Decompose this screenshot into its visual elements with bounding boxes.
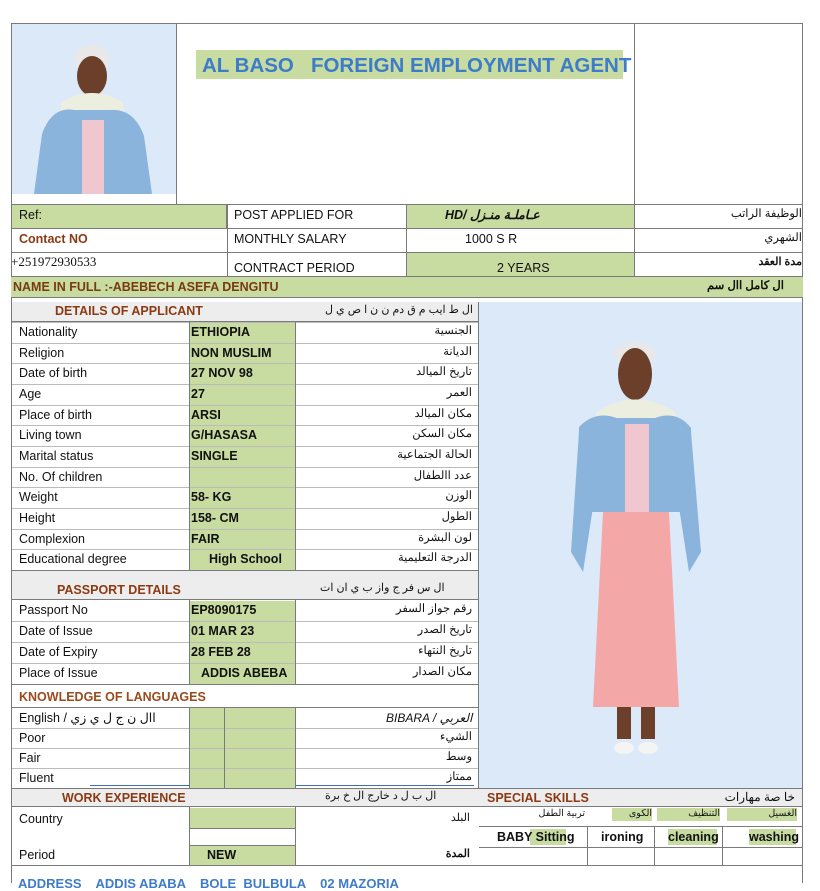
passport-row-label: Passport No [19, 603, 88, 617]
passport-row-value: ADDIS ABEBA [201, 666, 288, 680]
work-row-line-1 [190, 828, 295, 829]
post-applied-ar: الوظيفة الراتب [730, 208, 802, 220]
ref-cell [12, 205, 227, 228]
applicant-col-divider-2 [295, 322, 296, 570]
applicant-row-value: NON MUSLIM [191, 345, 272, 360]
table-right-edge [478, 302, 479, 788]
language-level-label: Fair [19, 751, 41, 765]
passport-row-ar: مكان الصدار [412, 666, 472, 678]
applicant-row-value: ARSI [191, 407, 221, 422]
applicant-photo-large [479, 302, 802, 788]
applicant-row-label: Complexion [19, 531, 86, 546]
work-bottom-line [12, 865, 802, 866]
salary-label: MONTHLY SALARY [234, 232, 347, 246]
salary-ar: الشهري [764, 232, 802, 244]
skills-heading: SPECIAL SKILLS [487, 791, 589, 805]
applicant-row-ar: العمر [446, 387, 472, 399]
skills-col-divider-3 [722, 826, 723, 865]
footer-address: ADDRESS ADDIS ABABA BOLE BULBULA 02 MAZORIA [18, 876, 399, 891]
applicant-photo-small [12, 24, 176, 194]
applicant-row-value: FAIR [191, 531, 220, 546]
fluent-underline-left [90, 785, 190, 786]
language-level-ar: الشيء [440, 731, 472, 743]
ref-label: Ref: [19, 208, 42, 222]
applicant-row-value: 158- CM [191, 511, 239, 526]
contact-label: Contact NO [19, 232, 88, 246]
applicant-col-divider-1 [189, 322, 190, 570]
passport-heading: PASSPORT DETAILS [57, 583, 181, 597]
work-col-divider-1 [189, 807, 190, 865]
contract-value: 2 YEARS [497, 261, 550, 275]
top-col-divider-1 [227, 205, 228, 276]
language-level-ar: ممتاز [446, 771, 472, 783]
applicant-row-ar: تاريخ الميالد [416, 366, 472, 379]
country-ar: البلد [450, 812, 470, 824]
applicant-row-label: Marital status [19, 449, 94, 464]
applicant-row-label: Educational degree [19, 552, 127, 567]
work-row-line-2 [190, 845, 295, 846]
country-label: Country [19, 812, 63, 826]
passport-row-label: Date of Expiry [19, 645, 98, 659]
skills-grid-line-1 [479, 826, 802, 827]
contract-label: CONTRACT PERIOD [234, 261, 355, 275]
work-heading: WORK EXPERIENCE [62, 791, 186, 805]
passport-row-value: 01 MAR 23 [191, 624, 255, 638]
language-level-label: Fluent [19, 771, 54, 785]
applicant-row-label: No. Of children [19, 469, 103, 484]
applicant-row-label: Height [19, 511, 56, 526]
passport-row-label: Place of Issue [19, 666, 98, 680]
header-divider-right [634, 24, 635, 204]
passport-row-value: 28 FEB 28 [191, 645, 251, 659]
lang-col-divider-2 [224, 708, 225, 788]
skills-col-divider-2 [654, 826, 655, 865]
passport-row-value: EP8090175 [191, 603, 257, 617]
applicant-row-label: Age [19, 387, 42, 401]
english-label: English / اال ن ج ل ي زي [19, 711, 156, 725]
applicant-value-cell [190, 468, 295, 488]
top-col-divider-3 [634, 205, 635, 276]
applicant-row-value: SINGLE [191, 449, 238, 464]
skill-ar-label: تربية الطفل [538, 808, 585, 819]
period-ar: المدة [445, 848, 470, 860]
work-heading-ar: ال ب ل د خارج ال خ برة [325, 790, 437, 802]
applicant-row-label: Living town [19, 428, 82, 443]
skill-ar-label: الكوى [628, 808, 652, 819]
skills-heading-ar: خا صة مهارات [724, 790, 795, 804]
skill-item: cleaning [668, 830, 719, 844]
country-value-cell [190, 808, 295, 828]
contract-ar: مدة العقد [758, 256, 802, 268]
period-value-cell [190, 845, 295, 865]
work-col-divider-2 [295, 807, 296, 865]
language-level-label: Poor [19, 731, 46, 745]
applicant-row-value: 58- KG [191, 490, 232, 505]
applicant-row-ar: مكان الميالد [414, 407, 472, 420]
lang-col-divider-1 [189, 708, 190, 788]
passport-row-label: Date of Issue [19, 624, 93, 638]
passport-heading-ar: ال س فر ج واز ب ي ان ات [320, 582, 445, 594]
skill-ar-label: الغسيل [768, 808, 797, 819]
skills-col-divider-1 [587, 826, 588, 865]
skill-item: washing [749, 830, 800, 844]
skill-item: BABY Sitting [497, 830, 575, 844]
applicant-row-value: High School [209, 552, 282, 567]
language-row-line [12, 728, 478, 729]
applicant-row-value: G/HASASA [191, 428, 257, 443]
passport-col-divider-1 [189, 600, 190, 684]
applicant-row-ar: الدرجة التعليمية [397, 552, 472, 565]
applicant-row-ar: لون البشرة [418, 531, 472, 544]
applicant-row-label: Nationality [19, 325, 78, 339]
applicant-row-value: ETHIOPIA [191, 325, 251, 339]
applicant-heading-ar: ال ط ايب م ق دم ن ن ا ص ي ل [325, 304, 473, 316]
salary-value: 1000 S R [465, 232, 518, 246]
applicant-row-label: Place of birth [19, 407, 92, 422]
post-applied-value: HD/ عـاملـة منـزل [445, 208, 540, 222]
applicant-row-ar: الديانة [443, 345, 472, 358]
passport-row-ar: تاريخ الصدر [417, 624, 472, 636]
language-row-line [12, 768, 478, 769]
period-label: Period [19, 848, 56, 862]
header-divider-left [176, 24, 177, 204]
passport-col-divider-2 [295, 600, 296, 684]
applicant-row-value: 27 NOV 98 [191, 366, 253, 381]
applicant-row-ar: الحالة الجتماعية [397, 449, 472, 462]
fluent-underline-right [296, 785, 474, 786]
language-level-ar: وسط [445, 751, 472, 763]
applicant-heading: DETAILS OF APPLICANT [55, 304, 203, 318]
applicant-row-ar: الوزن [445, 490, 472, 503]
language-row-line [12, 748, 478, 749]
applicant-row-label: Weight [19, 490, 58, 505]
top-table-line-2 [11, 228, 803, 229]
skill-item: ironing [601, 830, 644, 844]
skill-ar-label: التنظيف [688, 808, 720, 819]
applicant-row-ar: مكان السكن [412, 428, 472, 441]
post-applied-label: POST APPLIED FOR [234, 208, 354, 222]
period-value: NEW [207, 848, 237, 862]
applicant-row-label: Religion [19, 345, 65, 360]
full-name-ar: ال كامل اال سم [706, 280, 784, 292]
agency-title-text: AL BASO FOREIGN EMPLOYMENT AGENT [202, 54, 632, 77]
applicant-row-label: Date of birth [19, 366, 88, 381]
applicant-row-value: 27 [191, 387, 205, 401]
full-name: NAME IN FULL :-ABEBECH ASEFA DENGITU [13, 280, 279, 294]
passport-row-ar: تاريخ النتهاء [418, 645, 472, 657]
applicant-row-ar: عدد االطفال [413, 469, 472, 482]
languages-heading: KNOWLEDGE OF LANGUAGES [19, 690, 206, 704]
applicant-row-ar: الجنسية [434, 325, 472, 337]
passport-row-ar: رقم جواز السفر [395, 603, 472, 615]
lang-col-divider-3 [295, 708, 296, 788]
applicant-row-ar: الطول [441, 511, 472, 524]
phone-number: +251972930533 [11, 254, 97, 269]
skills-right-edge [802, 788, 803, 865]
arabic-label: BIBARA / العربي [386, 711, 473, 725]
applicant-value-cell [190, 385, 295, 405]
skills-grid-line-2 [479, 847, 802, 848]
